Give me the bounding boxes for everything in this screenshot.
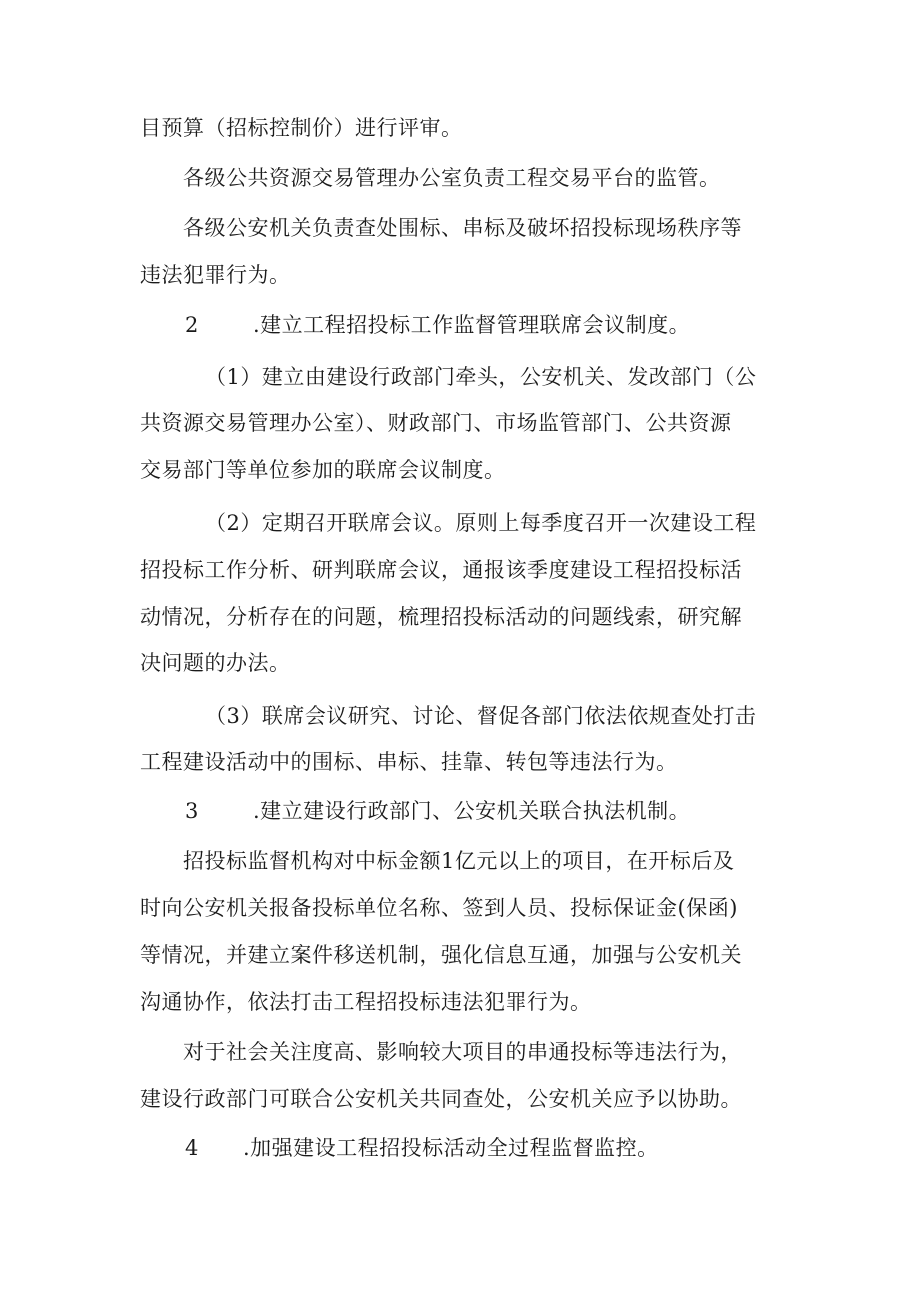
- text-line: 招投标工作分析、研判联席会议，通报该季度建设工程招投标活: [140, 558, 742, 582]
- text-line: 目预算（招标控制价）进行评审。: [140, 116, 463, 140]
- heading-number: 2: [185, 313, 199, 337]
- text-line: 交易部门等单位参加的联席会议制度。: [140, 458, 506, 482]
- text-line: 沟通协作，依法打击工程招投标违法犯罪行为。: [140, 990, 592, 1014]
- heading-text: .建立建设行政部门、公安机关联合执法机制。: [253, 799, 691, 823]
- text-line: 动情况，分析存在的问题，梳理招投标活动的问题线索，研究解: [140, 605, 742, 629]
- heading-number: 4: [185, 1136, 199, 1160]
- text-line: 时向公安机关报备投标单位名称、签到人员、投标保证金(保函): [140, 896, 738, 920]
- text-line: 工程建设活动中的围标、串标、挂靠、转包等违法行为。: [140, 750, 678, 774]
- numbered-heading: [185, 1133, 835, 1163]
- text-line: 各级公安机关负责查处围标、串标及破坏招投标现场秩序等: [183, 216, 742, 240]
- numbered-heading: [185, 310, 835, 340]
- text-line: （2）定期召开联席会议。原则上每季度召开一次建设工程: [205, 511, 757, 535]
- text-line: 对于社会关注度高、影响较大项目的串通投标等违法行为，: [183, 1040, 742, 1064]
- heading-text: .建立工程招投标工作监督管理联席会议制度。: [253, 313, 691, 337]
- text-line: （3）联席会议研究、讨论、督促各部门依法依规查处打击: [205, 704, 757, 728]
- text-line: 各级公共资源交易管理办公室负责工程交易平台的监管。: [183, 166, 721, 190]
- text-line: 等情况，并建立案件移送机制，强化信息互通，加强与公安机关: [140, 943, 742, 967]
- heading-number: 3: [185, 799, 199, 823]
- text-line: （1）建立由建设行政部门牵头，公安机关、发改部门（公: [205, 365, 757, 389]
- heading-text: .加强建设工程招投标活动全过程监督监控。: [243, 1136, 659, 1160]
- text-line: 共资源交易管理办公室）、财政部门、市场监管部门、公共资源: [140, 411, 732, 435]
- text-line: 建设行政部门可联合公安机关共同查处，公安机关应予以协助。: [140, 1087, 742, 1111]
- text-line: 违法犯罪行为。: [140, 263, 291, 287]
- text-line: 招投标监督机构对中标金额1亿元以上的项目，在开标后及: [183, 849, 735, 873]
- numbered-heading: [185, 796, 835, 826]
- text-line: 决问题的办法。: [140, 651, 291, 675]
